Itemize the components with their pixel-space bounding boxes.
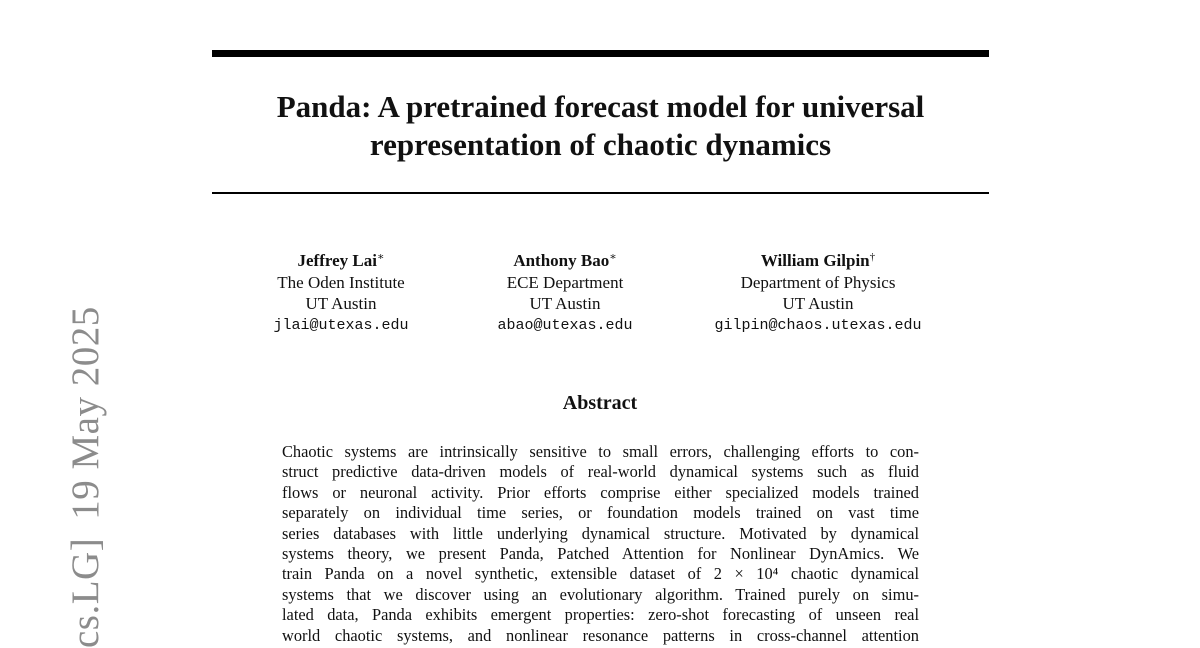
author-name: Anthony Bao [513, 251, 610, 270]
author-anthony-bao [497, 247, 632, 336]
author-william-gilpin [714, 247, 921, 336]
arxiv-category: cs.LG] [64, 537, 107, 648]
abstract-line: lated data, Panda exhibits emergent properties: zero-shot forecasting of unseen real [282, 605, 919, 625]
author-institution: UT Austin [529, 294, 601, 313]
abstract-line: world chaotic systems, and nonlinear resonance patterns in cross-channel attention [282, 625, 919, 645]
abstract-line: separately on individual time series, or foundation models trained on vast time [282, 503, 919, 523]
author-footnote-mark: ∗ [376, 251, 385, 263]
author-institution: UT Austin [305, 294, 377, 313]
author-institution: UT Austin [782, 294, 854, 313]
author-affiliation: Department of Physics [740, 272, 896, 292]
title-top-rule [212, 50, 989, 57]
title-bottom-rule [212, 192, 989, 194]
abstract-line: Chaotic systems are intrinsically sensitive to small errors, challenging efforts to con- [282, 442, 919, 461]
author-name: Jeffrey Lai [297, 251, 377, 270]
abstract-line: train Panda on a novel synthetic, extensible dataset of 2 × 10⁴ chaotic dynamical [282, 564, 919, 584]
abstract-body [282, 442, 919, 646]
author-block [0, 247, 1200, 337]
author-affiliation: The Oden Institute [277, 272, 405, 292]
arxiv-sidebar-stamp [66, 306, 106, 648]
author-footnote-mark: ∗ [609, 251, 617, 263]
arxiv-date: 19 May 2025 [64, 306, 107, 520]
abstract-line: struct predictive data-driven models of real-world dynamical systems such as fluid [282, 462, 919, 482]
author-email[interactable]: gilpin@chaos.utexas.edu [714, 316, 922, 334]
author-email[interactable]: abao@utexas.edu [497, 316, 633, 334]
author-jeffrey-lai [273, 247, 408, 336]
author-affiliation: ECE Department [506, 272, 624, 292]
paper-title-line-2: representation of chaotic dynamics [369, 127, 832, 162]
paper-title-line-1: Panda: A pretrained forecast model for universal [276, 89, 925, 124]
abstract-heading: Abstract [562, 392, 638, 414]
author-email[interactable]: jlai@utexas.edu [273, 316, 409, 334]
paper-title [212, 88, 989, 164]
author-footnote-mark: † [869, 251, 876, 263]
author-name: William Gilpin [760, 251, 870, 270]
abstract-line: series databases with little underlying dynamical structure. Motivated by dynamical [282, 523, 919, 543]
abstract-line: systems that we discover using an evolutionary algorithm. Trained purely on simu- [282, 584, 919, 604]
abstract-line: flows or neuronal activity. Prior efforts comprise either specialized models trained [282, 482, 919, 502]
abstract-line: systems theory, we present Panda, Patched Attention for Nonlinear DynAmics. We [282, 543, 919, 563]
